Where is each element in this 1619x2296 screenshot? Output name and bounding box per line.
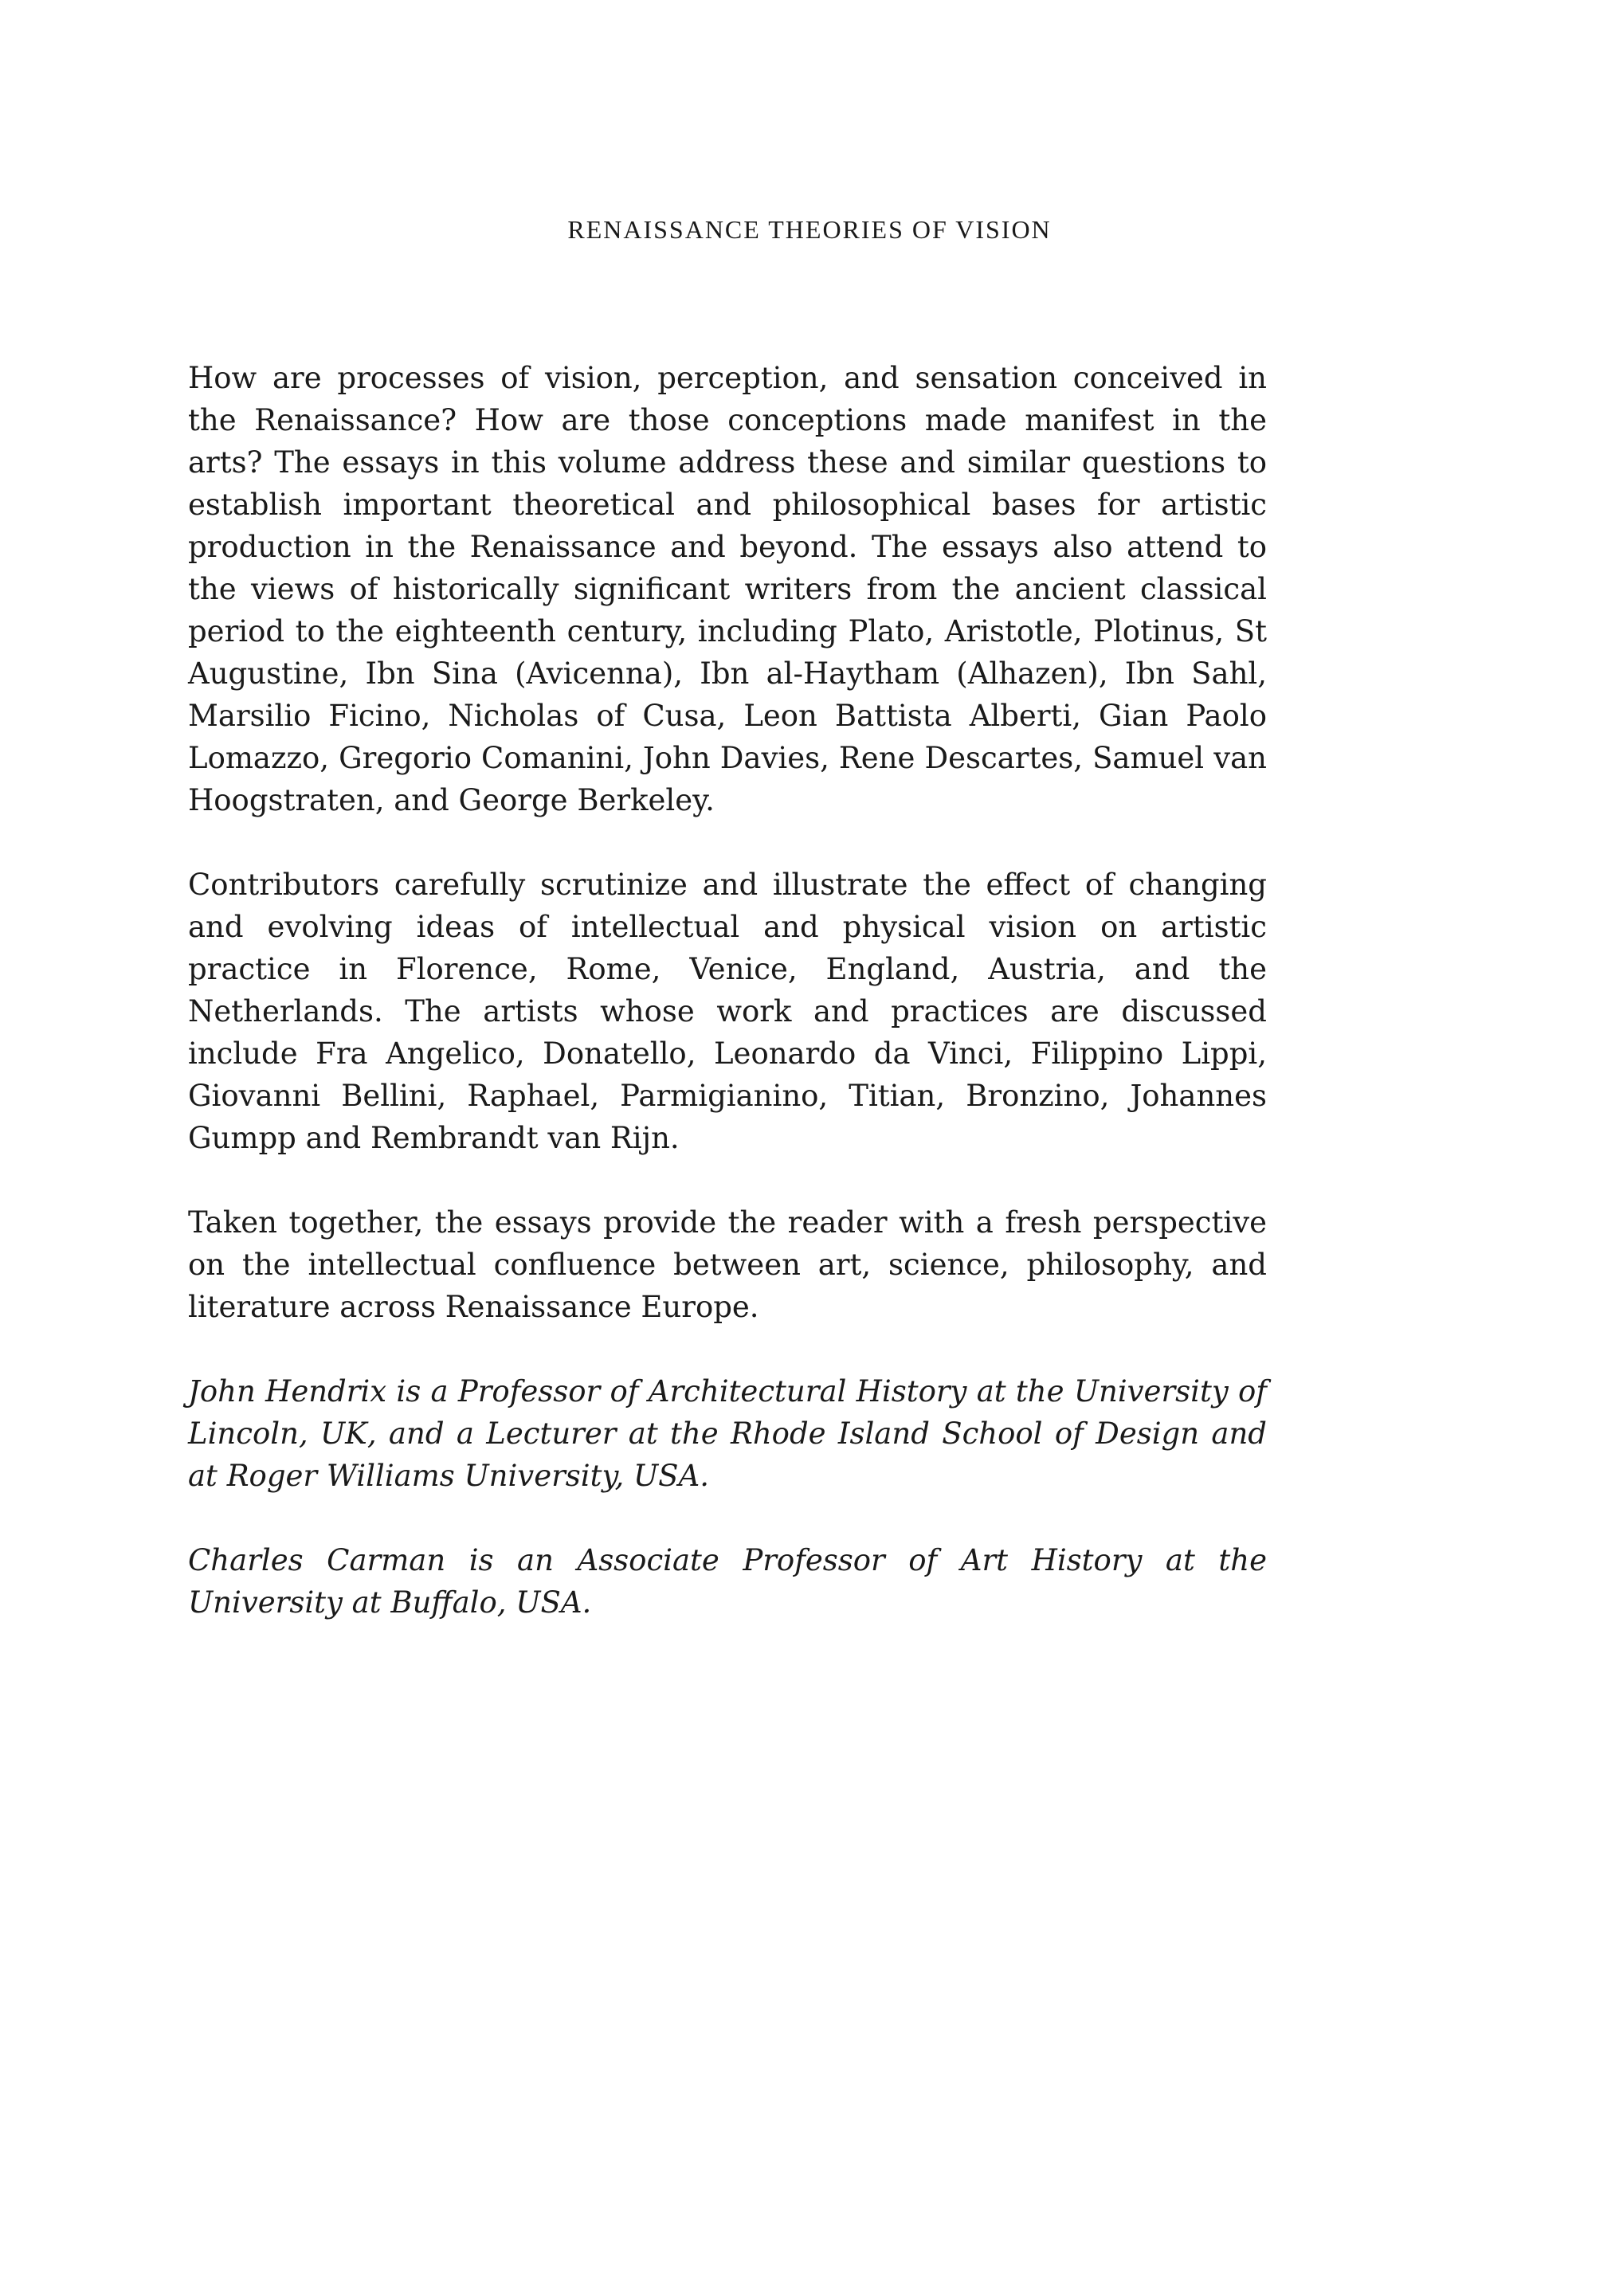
- paragraph-contributors: Contributors carefully scrutinize and illustrate the effect of changing and evolving ideas of intellectual and physical vision on artistic practice in Florence, Rome, Venice, England, Austria, and the Netherlands. The artists whose work and practices are discussed include Fra Angelico, Donatello, Leonardo da Vinci, Filippino Lippi, Giovanni Bellini, Raphael, Parmigianino, Titian, Bronzino, Johannes Gumpp and Rembrandt van Rijn.: [188, 868, 1267, 1155]
- paragraph-vision-questions: How are processes of vision, perception, and sensation conceived in the Renaissance? How are those conceptions made manifest in the arts? The essays in this volume address these and similar questions to establish important theoretical and philosophical bases for artistic production in the Renaissance and beyond. The essays also attend to the views of historically significant writers from the ancient classical period to the eighteenth century, including Plato, Aristotle, Plotinus, St Augustine, Ibn Sina (Avicenna), Ibn al-Haytham (Alhazen), Ibn Sahl, Marsilio Ficino, Nicholas of Cusa, Leon Battista Alberti, Gian Paolo Lomazzo, Gregorio Comanini, John Davies, Rene Descartes, Samuel van Hoogstraten, and George Berkeley.: [188, 361, 1267, 817]
- paragraph-conclusion: Taken together, the essays provide the reader with a fresh perspective on the intellectual confluence between art, science, philosophy, and literature across Renaissance Europe.: [188, 1205, 1267, 1324]
- body-text: [188, 357, 1267, 1666]
- running-title: RENAISSANCE THEORIES OF VISION: [567, 215, 1052, 244]
- author-bio-hendrix: John Hendrix is a Professor of Architectural History at the University of Lincoln, UK, and a Lecturer at the Rhode Island School of Design and at Roger Williams University, USA.: [188, 1374, 1267, 1493]
- author-bio-carman: Charles Carman is an Associate Professor of Art History at the University at Buffalo, USA.: [188, 1543, 1267, 1620]
